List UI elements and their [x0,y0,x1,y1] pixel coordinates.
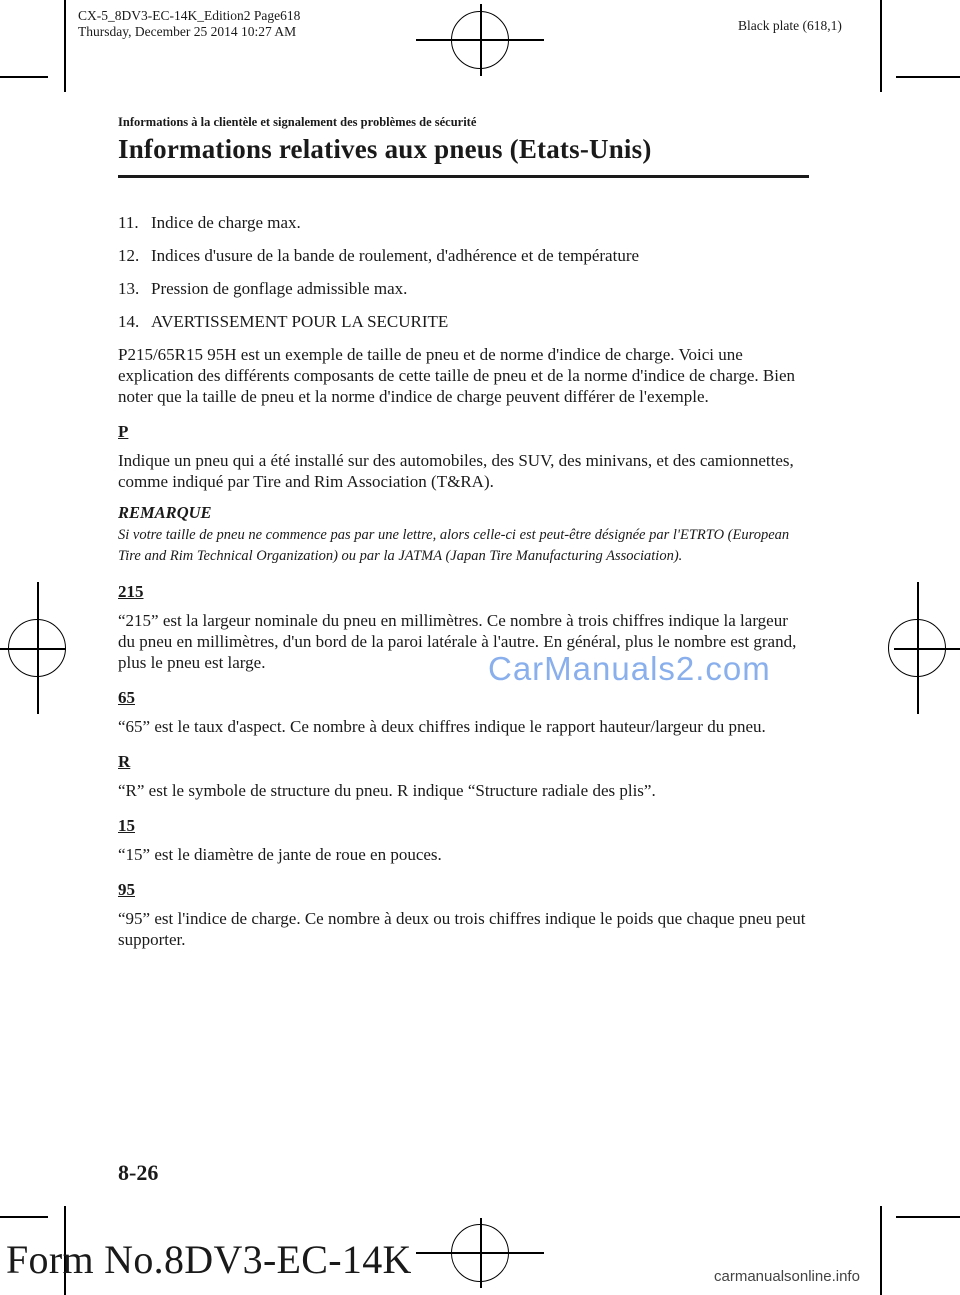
heading-r: R [118,752,131,771]
paragraph-p: Indique un pneu qui a été installé sur des automobiles, des SUV, des minivans, et des camionnettes, comme indiqué par Tire and Rim Association (T&RA). [118,451,794,491]
list-number: 11. [118,213,139,232]
list-number: 14. [118,312,140,331]
title-rule [118,175,809,178]
heading-215: 215 [118,582,144,601]
file-info [78,8,300,40]
date-line: Thursday, December 25 2014 10:27 AM [78,24,297,39]
paragraph-65: “65” est le taux d'aspect. Ce nombre à deux chiffres indique le rapport hauteur/largeur du pneu. [118,717,766,736]
intro-paragraph: P215/65R15 95H est un exemple de taille de pneu et de norme d'indice de charge. Voici une explication des différents composants de cette taille de pneu et de la norme d'indice de charge. Bien noter que la taille de pneu et la norme d'indice de charge peuvent différer de l'exemple. [118,345,795,406]
form-number: Form No.8DV3-EC-14K [6,1237,412,1282]
note-text: Si votre taille de pneu ne commence pas par une lettre, alors celle-ci est peut-être désignée par l'ETRTO (European Tire and Rim Technical Organization) ou par la JATMA (Japan Tire Manufacturing Association). [118,527,790,564]
paragraph-15: “15” est le diamètre de jante de roue en pouces. [118,845,442,864]
list-item [118,311,808,332]
heading-15: 15 [118,816,135,835]
heading-95: 95 [118,880,135,899]
note-title: REMARQUE [118,503,212,522]
paragraph-215: “215” est la largeur nominale du pneu en millimètres. Ce nombre à trois chiffres indique la largeur du pneu en millimètres, d'un bord de la paroi latérale à l'autre. En général, plus le nombre est grand, plus le pneu est large. [118,611,797,672]
heading-p: P [118,422,129,441]
list-number: 12. [118,246,140,265]
list-text: Indice de charge max. [151,213,301,232]
main-content [118,212,808,960]
page-number: 8-26 [118,1160,159,1185]
list-text: Pression de gonflage admissible max. [151,279,408,298]
list-text: Indices d'usure de la bande de roulement, d'adhérence et de température [151,246,640,265]
numbered-list [118,212,808,332]
paragraph-95: “95” est l'indice de charge. Ce nombre à deux ou trois chiffres indique le poids que chaque pneu peut supporter. [118,909,806,949]
section-label: Informations à la clientèle et signalement des problèmes de sécurité [118,115,477,129]
page-title: Informations relatives aux pneus (Etats-Unis) [118,134,652,164]
watermark: CarManuals2.com [488,650,771,687]
file-line: CX-5_8DV3-EC-14K_Edition2 Page618 [78,8,301,23]
list-text: AVERTISSEMENT POUR LA SECURITE [151,312,449,331]
list-item [118,245,808,266]
list-item [118,212,808,233]
list-number: 13. [118,279,140,298]
paragraph-r: “R” est le symbole de structure du pneu. R indique “Structure radiale des plis”. [118,781,656,800]
site-watermark[interactable]: carmanualsonline.info [714,1268,860,1285]
plate-info: Black plate (618,1) [738,18,842,33]
heading-65: 65 [118,688,135,707]
list-item [118,278,808,299]
